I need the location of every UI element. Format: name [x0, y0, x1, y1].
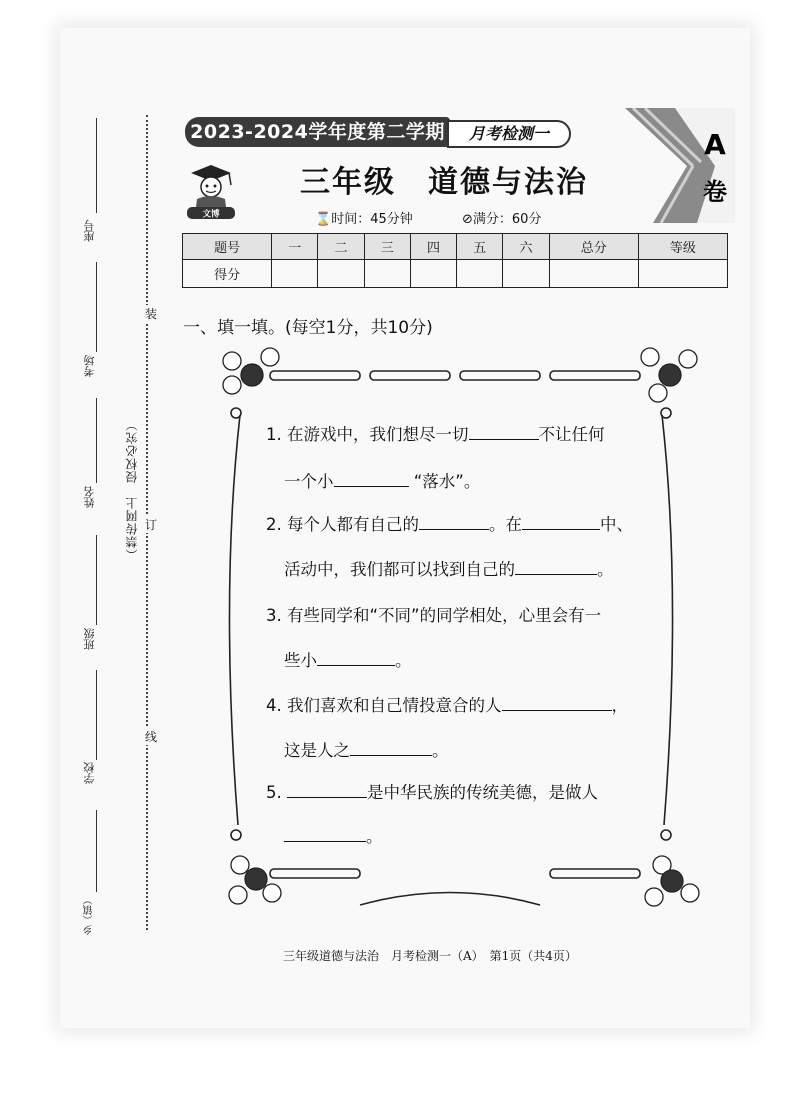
year-term-label: 2023-2024学年度第二学期: [185, 117, 450, 147]
score-cell: 五: [457, 234, 503, 260]
answer-blank[interactable]: [317, 651, 395, 666]
score-input-cell[interactable]: [638, 260, 727, 288]
answer-blank[interactable]: [350, 741, 432, 756]
paper-suffix: 卷: [703, 178, 727, 206]
score-input-cell[interactable]: [272, 260, 318, 288]
question-1-line-1: [266, 421, 605, 445]
mascot-text: 文博: [202, 209, 220, 220]
answer-blank[interactable]: [522, 515, 600, 530]
full-score-text: 满分：60分: [472, 212, 542, 227]
question-text: 。: [432, 741, 449, 760]
exam-name-tag: 月考检测一: [447, 120, 571, 148]
score-cell: 四: [410, 234, 456, 260]
name-line: [96, 398, 97, 483]
score-table: [182, 233, 728, 288]
score-cell: 二: [318, 234, 364, 260]
question-text: 些小: [284, 651, 317, 670]
answer-blank[interactable]: [502, 696, 612, 711]
paper-a-badge: [625, 108, 735, 223]
question-text: 4. 我们喜欢和自己情投意合的人: [266, 696, 502, 715]
question-text: 一个小: [284, 472, 334, 491]
score-input-cell[interactable]: [364, 260, 410, 288]
flower-ornament-bottom-left: [229, 856, 281, 904]
score-cell: 总分: [549, 234, 638, 260]
score-cell: 六: [503, 234, 549, 260]
school-line: [96, 670, 97, 760]
score-input-cell[interactable]: [503, 260, 549, 288]
answer-blank[interactable]: [287, 783, 367, 798]
question-text: 。在: [489, 515, 522, 534]
question-text: 中、: [600, 515, 633, 534]
question-4-line-1: [266, 692, 628, 716]
binding-xian: 线: [145, 730, 158, 744]
hourglass-icon: ⌛: [315, 212, 332, 227]
page-footer: 三年级道德与法治 月考检测一（A） 第1页（共4页）: [283, 949, 577, 963]
check-circle-icon: ⊘: [462, 212, 473, 227]
class-label: 班级: [83, 628, 96, 650]
question-3-line-1: [266, 602, 601, 626]
question-text: 活动中，我们都可以找到自己的: [284, 560, 515, 579]
score-table-score-row: [183, 260, 728, 288]
score-row-label: 得分: [183, 260, 272, 288]
score-cell: 一: [272, 234, 318, 260]
answer-blank[interactable]: [334, 472, 409, 487]
question-text: 2. 每个人都有自己的: [266, 515, 419, 534]
question-text: ，: [611, 696, 628, 715]
school-label: 学校: [83, 762, 96, 784]
question-text: 。: [395, 651, 412, 670]
question-3-line-2: [284, 647, 412, 671]
score-input-cell[interactable]: [318, 260, 364, 288]
question-1-line-2: [284, 468, 480, 492]
seat-label: 座号: [83, 220, 96, 242]
question-text: 3. 有些同学和“不同”的同学相处，心里会有一: [266, 606, 602, 625]
section-heading: 一、填一填。(每空1分，共10分): [183, 318, 433, 338]
answer-blank[interactable]: [469, 425, 539, 440]
question-4-line-2: [284, 737, 449, 761]
paper-letter: A: [704, 128, 726, 161]
exam-room-line: [96, 262, 97, 352]
flower-ornament-bottom-right: [645, 856, 699, 906]
question-2-line-2: [284, 556, 614, 580]
time-limit: [315, 208, 413, 227]
header-banner: [185, 117, 585, 147]
time-text: 时间：45分钟: [331, 212, 413, 227]
question-text: 5.: [266, 783, 282, 802]
question-text: 。: [597, 560, 614, 579]
binding-ding: 订: [145, 518, 158, 532]
class-line: [96, 535, 97, 625]
answer-blank[interactable]: [284, 827, 366, 842]
township-label: 乡（镇）: [84, 895, 95, 935]
score-input-cell[interactable]: [410, 260, 456, 288]
name-label: 姓名: [83, 486, 96, 508]
question-2-line-1: [266, 511, 633, 535]
seat-line: [96, 118, 97, 213]
question-text: 。: [366, 827, 383, 846]
township-line: [96, 810, 97, 892]
score-cell: 等级: [638, 234, 727, 260]
full-score: [462, 208, 541, 227]
exam-room-label: 考场: [83, 355, 96, 377]
mascot-logo: [183, 163, 239, 225]
score-input-cell[interactable]: [457, 260, 503, 288]
binding-zhuang: 装: [145, 307, 158, 321]
question-5-line-1: [266, 779, 598, 803]
score-input-cell[interactable]: [549, 260, 638, 288]
flower-ornament-top-left: [223, 348, 279, 394]
score-table-header-row: [183, 234, 728, 260]
question-text: 这是人之: [284, 741, 350, 760]
answer-blank[interactable]: [515, 560, 597, 575]
copyright-note: （禁传网上 侵权必究）: [125, 418, 139, 561]
question-5-line-2: [284, 823, 383, 847]
page-title: 三年级 道德与法治: [300, 165, 588, 200]
question-text: “落水”。: [413, 472, 481, 491]
question-text: 是中华民族的传统美德，是做人: [367, 783, 598, 802]
question-text: 1. 在游戏中，我们想尽一切: [266, 425, 469, 444]
flower-ornament-top-right: [641, 348, 697, 402]
score-cell: 题号: [183, 234, 272, 260]
question-text: 不让任何: [538, 425, 605, 444]
score-cell: 三: [364, 234, 410, 260]
answer-blank[interactable]: [419, 515, 489, 530]
